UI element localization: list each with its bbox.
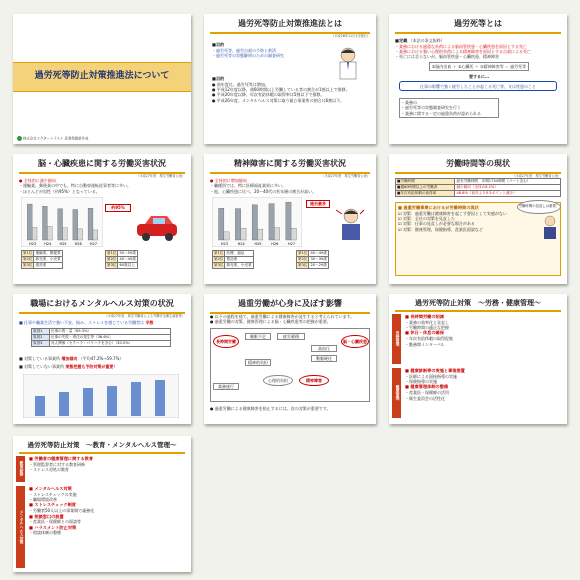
rank-cell: 第1位 [298,251,308,255]
summary-lead: 要するに… [469,74,489,79]
heading-rule [395,32,561,34]
enforcement-date: （平成26年11月1日施行） [331,33,370,38]
measure-heading: ■ 休日・休息の確保 [405,330,444,336]
value-cell: 対人関係（セクハラ・パワハラを含む）（30.5%） [49,340,170,346]
heading-rule [19,452,185,454]
measure-item: ・業務の効率化と見直し [405,319,449,325]
slide-work-hours[interactable] [389,154,567,284]
check-item: ☑ 対策：全社の対策を見直した [398,216,455,222]
no-measure-text: ■ 対策していない事業所 [19,364,65,369]
stress-text: ■ 仕事や職業生活で強い不安、悩み、ストレスを感じている労働者は [19,320,145,325]
x-tick-label: H24 [237,242,245,246]
note-item: ・過労死等の実態調査研究を行う [401,105,461,111]
no-measure-line [19,364,185,369]
summary-block [210,178,370,194]
table-row [106,262,138,268]
cause-table [31,328,171,347]
node-long-hours: 長時間労働 [213,335,239,348]
measure-text: ■ 対策している事業所 [19,356,61,361]
x-tick-label: H25 [254,242,262,246]
row-label: ■労働時間 [396,179,455,185]
background-heading: ■目的 [212,76,225,81]
value-cell: 30〜39歳 [310,256,327,261]
rank-cell: 第1位 [107,251,117,255]
slide-definition[interactable] [389,14,567,144]
x-tick-label: H23 [29,242,37,246]
value-cell: 60歳以上 [118,262,137,268]
definition-item: ・死亡には至らないが、脳血管疾患・心臓疾患、精神障害 [395,54,499,60]
bar-1-2 [257,229,262,240]
slide-labor-health[interactable] [389,294,567,424]
side-label-education: 教育研修 [16,456,25,482]
bar-0-2 [58,209,63,240]
rank-cell: 第2位 [298,256,308,261]
row-label: ■年次有給休暇の取得率 [396,190,455,196]
bar-1-0 [224,232,229,240]
stress-line [19,320,185,325]
bar-0-0 [27,204,32,240]
value-cell: 40〜49歳 [119,256,136,261]
measure-item: ・衛生委員会の活性化 [405,395,445,401]
table-row [297,256,329,262]
measure-heading: ■ メンタルヘルス対策 [29,486,72,491]
cardio-chart [21,197,103,247]
summary-block [19,178,185,194]
table-row [213,262,254,268]
age-table [105,250,138,269]
manager-icon [539,214,561,240]
bar-1-1 [47,226,52,240]
rank-cell: 第1位 [23,251,33,255]
source-note: （平成27年度 厚生労働省公表） [136,173,185,178]
measure-heading: ■ ストレスチェック制度 [29,502,76,508]
purpose-heading: ■目的 [212,42,225,47]
bar-0-4 [88,208,93,240]
slide-mental-stats[interactable] [204,154,376,284]
status-heading: ■ 過重労働事業におけるが労働時間の現状 [398,205,479,210]
rank-cell: 原因3 [32,340,50,346]
rank-cell: 第1位 [214,251,224,255]
intro-item: ● 過重労働の対策、健康管理による脳・心臓疾患等の把握が重要。 [210,319,331,325]
age-table [296,250,329,269]
background-item: ● 平成12年度以降、週60時間以上労働している者の割合が1割以上で推移。 [212,87,350,93]
bar-0-3 [269,204,274,240]
measure-heading: ■ 長時間労働の削減 [405,314,444,319]
table-row [297,251,329,257]
measure-item: ・労働者50人以上の事業場で義務化 [29,508,95,514]
slide-cardio-stats[interactable] [13,154,191,284]
side-label-health: 健康管理 [392,368,401,418]
slide-heading: 職場におけるメンタルヘルス対策の状況 [30,299,174,308]
no-measure-value: 実態把握も予防対策が重要！ [65,364,118,369]
measure-item: ・医師による面接指導の実施 [405,373,457,379]
row-value: 総実労働時間 年間1734時間（パート含む） [455,179,561,185]
work-hours-table [395,178,561,197]
source-note: （平成27年度 厚生労働省公表） [512,173,561,178]
measure-item: ・労働時間の適正な把握 [405,325,449,331]
x-tick-label: H23 [220,242,228,246]
source-note: （平成27年度 厚生労働省公表） [321,173,370,178]
measure-item: ・産業医・保健師との面談等 [29,519,81,525]
rank-cell: 第2位 [214,256,224,261]
table-row [22,251,63,257]
footer-text: 株式会社ドクタートラスト 産業保健新作成 [23,136,89,141]
measure-line [19,356,185,361]
measure-item: ・産業医・保健師の活用 [405,390,449,396]
measure-item: ・ストレスチェックの実施 [29,491,77,497]
node-fatigue: 疲労蓄積 [277,333,305,340]
definition-note: （本法の条文抜粋） [408,38,445,43]
slide-impact[interactable] [204,294,376,424]
slide-heading: 過労死等防止対策推進法とは [238,19,342,28]
slide-heading: 脳・心臓疾患に関する労働災害状況 [38,159,166,168]
health-block [405,368,561,401]
background-item: ● 平成20年度以降、年次有給休暇の取得率は5割以下で推移。 [212,92,325,98]
slide-education-mental[interactable] [13,436,191,572]
education-block [29,456,185,472]
measure-item: ・管理監督者に対する教育研修 [29,461,85,467]
bar-0-3 [73,209,78,240]
measure-item: ・保健指導の実施 [405,379,437,385]
x-tick-label: H27 [288,242,296,246]
bar-0-1 [42,206,47,240]
bar-1-0 [32,228,37,240]
summary-item: ・職種別では、特に医療福祉業界に多い。 [210,183,286,189]
bar-1-4 [291,228,296,240]
measure-item: ・ストレス対処の教育 [29,467,69,473]
table-row [106,256,138,262]
company-logo-icon [17,136,22,141]
note-item: ・業務に関する一定の過重負荷が認められる [401,110,481,116]
mental-chart [212,197,302,247]
labor-block [405,314,561,347]
value-cell: 建設業 [34,262,62,268]
ratio-badge: 約95% [105,204,131,212]
bar-1-2 [63,228,68,240]
car-crash-icon [133,210,185,244]
slide-heading: 過重労働が心身に及ぼす影響 [238,299,342,308]
bar-0-4 [286,202,291,240]
stress-value: 半数 [145,320,154,325]
node-work: 業務遂行 [213,383,239,390]
rank-cell: 第3位 [214,262,224,267]
slide-title[interactable] [13,14,191,144]
note-box [399,98,499,118]
record-badge: 過去最多 [306,200,330,208]
node-hypertension: 高血圧 [311,345,337,352]
rank-cell: 第3位 [107,262,117,267]
mental-block [29,486,185,536]
node-sleep: 睡眠不足 [245,333,271,340]
rank-cell: 原因1 [32,329,50,335]
rank-cell: 第2位 [107,256,117,261]
source-note: （平成27年度 厚生労働省による労働安全衛生調査等） [104,313,185,318]
industry-table [21,250,63,269]
bar-1-1 [241,228,246,240]
node-mental-burden: 精神的負担 [245,359,271,366]
slide-heading: 労働時間等の現状 [446,159,510,168]
value-cell: 運輸業、郵便業 [35,251,61,255]
table-row [106,251,138,257]
value-cell: 医療、福祉 [225,251,253,257]
slide-heading: 過労死等とは [454,19,502,28]
definition-block [395,38,561,60]
measure-heading: ■ 健康管理体制の整備 [405,384,449,390]
value-cell: 仕事の失敗・責任の発生等（36.6%） [49,334,170,340]
bar-0-2 [252,205,257,240]
definition-item: ・業務における強い心理的負荷による精神障害を原因とする自殺による死亡 [395,49,531,55]
bar-1-3 [78,229,83,240]
side-label-labor: 労務管理 [392,314,401,364]
node-arteriosclerosis: 動脈硬化 [311,355,337,362]
measure-item: ・勤務間インターバル [405,341,445,347]
value-cell: 20〜29歳 [310,262,327,267]
value-cell: 50〜59歳 [119,251,136,255]
measure-item: ・職場環境改善 [29,497,57,503]
measure-item: ・相談体制の整備 [29,530,61,536]
bar-0-1 [235,209,240,240]
bar-1-3 [274,228,279,240]
industry-table [212,250,254,269]
x-tick-label: H26 [271,242,279,246]
definition-heading: ■定義 [395,38,408,43]
node-cardio: 脳・心臓疾患 [341,335,369,348]
purpose-block [212,42,322,58]
rank-cell: 原因2 [32,334,50,340]
rank-cell: 第3位 [298,262,308,267]
slide-mental-measures[interactable] [13,294,191,424]
footer [17,136,88,141]
measure-heading: ■ 労働者の健康管理に関する教育 [29,456,94,461]
check-item: ☑ 対策：健康管理、保健指導、産業医面談など [398,226,483,232]
summary-item: ・他、心臓疾患に比べ、20〜40代の若年層の割合が高い。 [210,188,317,194]
table-row [297,262,329,268]
rank-cell: 第3位 [23,262,33,267]
measure-heading: ■ 相談窓口の設置 [29,513,64,519]
check-item: ☑ 対策：過重労働は健康障害を起こす要因として実感がない [398,210,507,216]
doctor-illustration-icon [334,46,362,80]
table-row [22,262,63,268]
slide-law-overview[interactable] [204,14,376,144]
purpose-item: ・過労死等、過労自殺の予防と救済 [212,47,276,53]
background-item: ● 平成26年度、メンタルヘルス対策に取り組む事業所の割合は6割以下。 [212,97,345,103]
x-tick-label: H24 [44,242,52,246]
row-label: ■週60時間以上の労働者 [396,184,455,190]
background-item: ● 前年度比、過労死等は増加。 [212,81,269,87]
table-row [22,256,63,262]
row-value: 減少傾向（全体の8.2%） [455,184,561,190]
flow-diagram [210,328,370,402]
row-value: 48.8%（前年より0.5ポイント減少） [455,190,561,196]
summary-item: ・ほとんどが男性（約95%）となっている。 [19,188,100,194]
value-cell: 製造業 [225,256,253,262]
measure-item: ・年次有給休暇の取得促進 [405,336,453,342]
slide-title-text: 過労死等防止対策推進法について [34,71,170,81]
speech-bubble: 労働時間の見直しは重要！ [517,200,561,214]
impact-footer: ● 過重労働による健康障害を防止するには、次の対策が重要です。 [210,406,331,411]
x-tick-label: H27 [89,242,97,246]
definition-item: ・業務における過重な負荷による脳血管疾患・心臓疾患を原因とする死亡 [395,43,527,49]
node-mental-disorder: 精神障害 [299,375,329,386]
summary-item: ● 全体的に減少傾向 [19,178,56,183]
measure-value: 増加傾向 [61,356,78,361]
measure-note: （平均47.2%→59.7%） [78,356,124,361]
tired-worker-icon [334,206,368,242]
bar-0-0 [219,208,224,240]
node-psych-burden: 心理的負担 [263,375,293,386]
summary-item: ● 全体的に増加傾向 [210,178,247,183]
value-cell: 卸売業、小売業 [226,262,252,267]
heading-rule [395,310,561,312]
note-item: ・業務の [401,100,417,105]
background-block [212,76,370,103]
measures-trend-chart [23,374,179,418]
slide-heading: 過労死等防止対策 〜労務・健康管理〜 [415,299,541,307]
intro-item: ● 以下の過程を経て、過重労働による健康障害が発生すると考えられています。 [210,314,355,319]
side-label-mental: メンタルヘルス対策 [16,486,25,568]
measure-heading: ■ 健康診断等の実施と事後措置 [405,368,465,373]
value-cell: 40〜49歳 [310,251,327,255]
value-cell: 卸売業、小売業 [35,256,61,261]
summary-box: 仕事の影響で強く疲労したことが起こる死亡等、又は疾患のこと [399,81,557,91]
rank-cell: 第2位 [23,256,33,261]
x-tick-label: H26 [74,242,82,246]
measure-heading: ■ ハラスメント防止対策 [29,524,77,530]
summary-item: ・運輸業、郵便業の中でも、特に自動車運転従事者等に多い。 [19,183,131,189]
intro-block [210,314,370,325]
formula-box: ①脳内出血 ＋ ②心臓死 ＋ ③精神障害等 ＝ 過労死等 [429,62,529,71]
x-tick-label: H25 [59,242,67,246]
slide-heading: 精神障害に関する労働災害状況 [234,159,346,168]
check-item: ☑ 対策：仕事の見直しが必要な場合がある [398,221,475,227]
table-row [32,340,171,346]
value-cell: 仕事の質・量（65.3%） [49,329,170,335]
slide-heading: 過労死等防止対策 〜教育・メンタルヘルス管理〜 [27,441,177,449]
bar-1-4 [93,230,98,240]
purpose-item: ・過労死等の実態解明のための調査研究 [212,53,284,59]
